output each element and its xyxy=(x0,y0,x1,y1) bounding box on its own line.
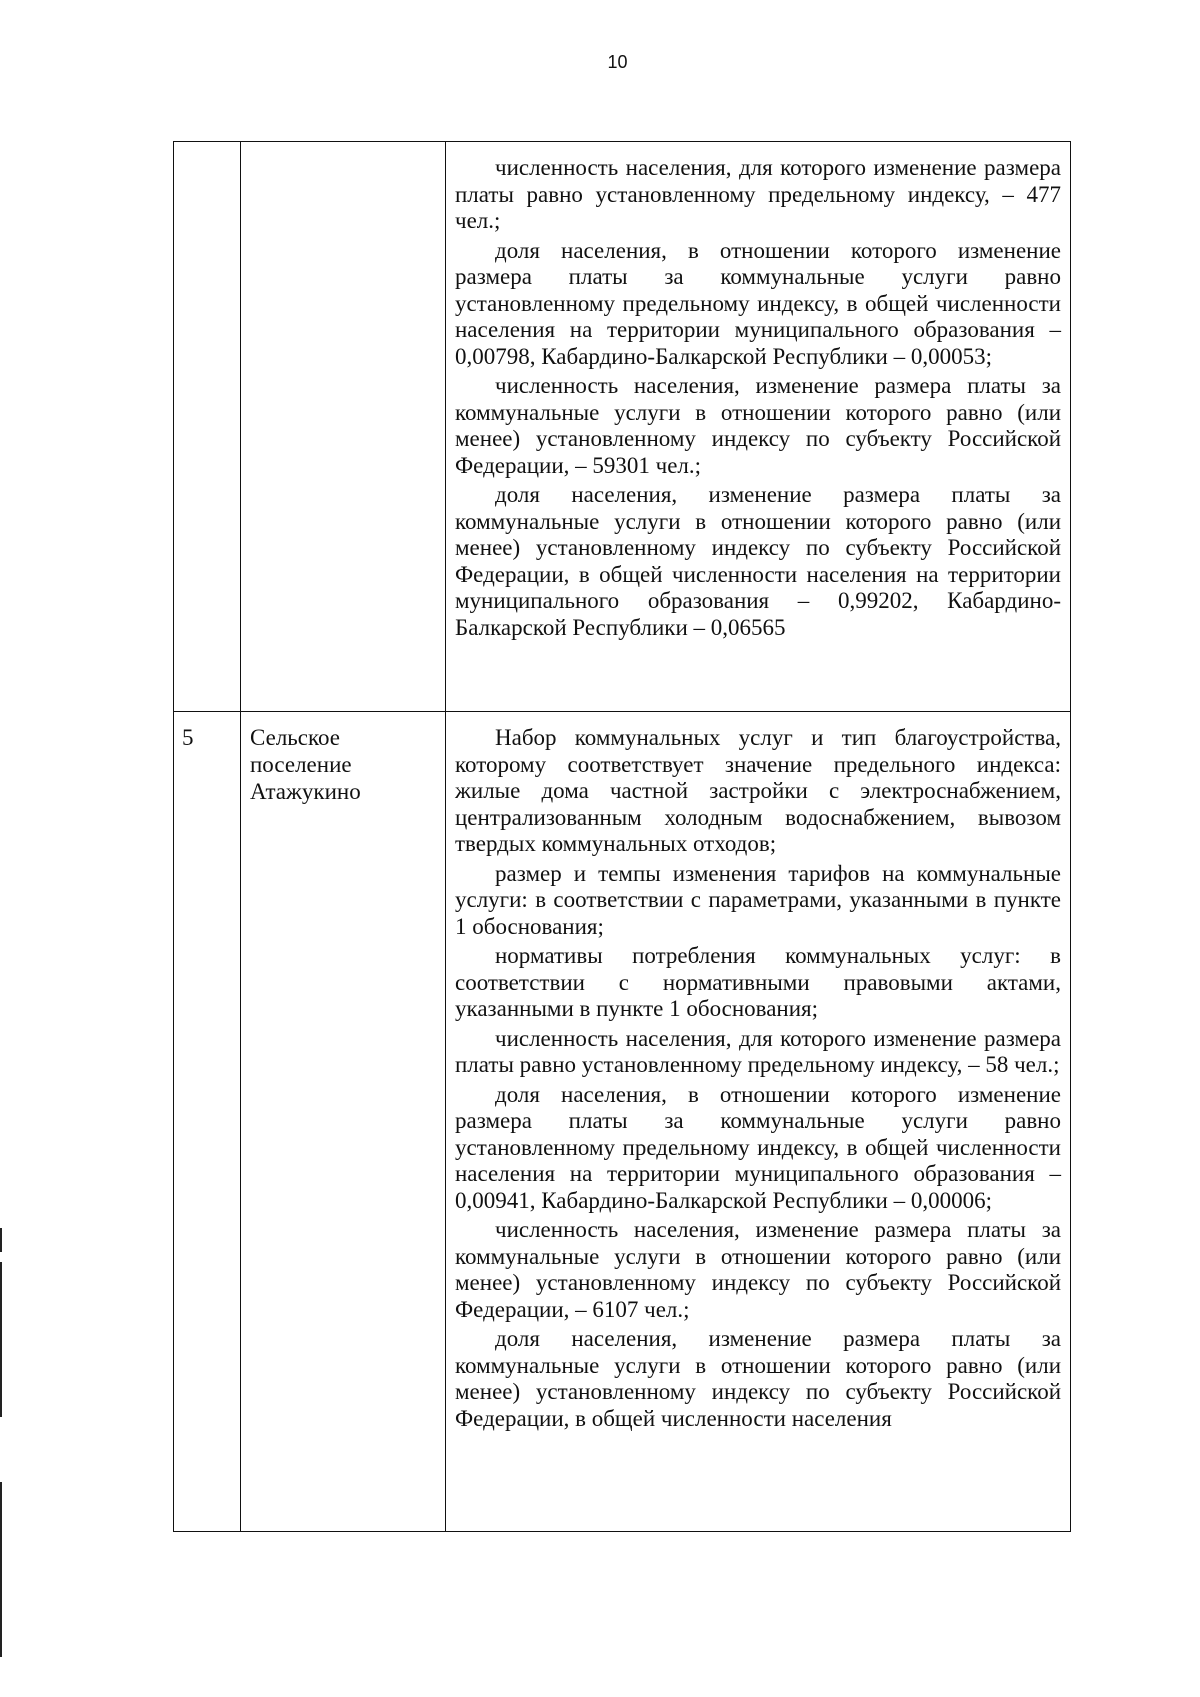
description-paragraph: нормативы потребления коммунальных услуг: в соответствии с нормативными правовыми актами, указанными в пункте 1 обоснования; xyxy=(455,943,1061,1021)
municipality-name-line: Атажукино xyxy=(250,779,361,804)
scan-edge-mark xyxy=(0,1228,2,1252)
description-paragraph: размер и темпы изменения тарифов на коммунальные услуги: в соответствии с параметрами, указанными в пункте 1 обоснования; xyxy=(455,860,1061,939)
description-paragraph: численность населения, для которого изменение размера платы равно установленному предельному индексу, – 477 чел.; xyxy=(455,155,1061,233)
document-table xyxy=(173,141,1071,1532)
municipality-name-line: Сельское xyxy=(250,725,341,750)
municipality-name-cell xyxy=(241,712,446,1532)
row-number-cell xyxy=(174,142,241,712)
description-paragraph: численность населения, изменение размера платы за коммунальные услуги в отношении которого равно (или менее) установленному индексу по субъекту Российской Федерации, – 6107 чел.; xyxy=(455,1217,1061,1322)
description-paragraph: доля населения, изменение размера платы за коммунальные услуги в отношении которого равно (или менее) установленному индексу по субъекту Российской Федерации, в общей численности населения на территории муниципального образования – 0,99202, Кабардино-Балкарской Республики – 0,06565 xyxy=(455,482,1061,640)
table-row xyxy=(174,712,1071,1532)
description-paragraph: Набор коммунальных услуг и тип благоустройства, которому соответствует значение предельного индекса: жилые дома частной застройки с электроснабжением, централизованным холодным водоснабжением, вывозом твердых коммунальных отходов; xyxy=(455,725,1061,856)
description-paragraph: доля населения, в отношении которого изменение размера платы за коммунальные услуги равно установленному предельному индексу, в общей численности населения на территории муниципального образования – 0,00941, Кабардино-Балкарской Республики – 0,00006; xyxy=(455,1081,1061,1213)
municipality-name-cell xyxy=(241,142,446,712)
description-cell xyxy=(446,712,1071,1532)
description-paragraph: доля населения, в отношении которого изменение размера платы за коммунальные услуги равно установленному предельному индексу, в общей численности населения на территории муниципального образования – 0,00798, Кабардино-Балкарской Республики – 0,00053; xyxy=(455,237,1061,369)
description-cell xyxy=(446,142,1071,712)
table-row xyxy=(174,142,1071,712)
municipality-name-line: поселение xyxy=(250,752,352,777)
scan-edge-mark xyxy=(0,1262,2,1417)
row-number-cell: 5 xyxy=(174,712,241,1532)
page-number: 10 xyxy=(607,52,628,72)
description-paragraph: численность населения, для которого изменение размера платы равно установленному предельному индексу, – 58 чел.; xyxy=(455,1025,1061,1077)
description-paragraph: доля населения, изменение размера платы за коммунальные услуги в отношении которого равно (или менее) установленному индексу по субъекту Российской Федерации, в общей численности населения xyxy=(455,1326,1061,1431)
scan-edge-mark xyxy=(0,1482,2,1657)
description-paragraph: численность населения, изменение размера платы за коммунальные услуги в отношении которого равно (или менее) установленному индексу по субъекту Российской Федерации, – 59301 чел.; xyxy=(455,373,1061,478)
